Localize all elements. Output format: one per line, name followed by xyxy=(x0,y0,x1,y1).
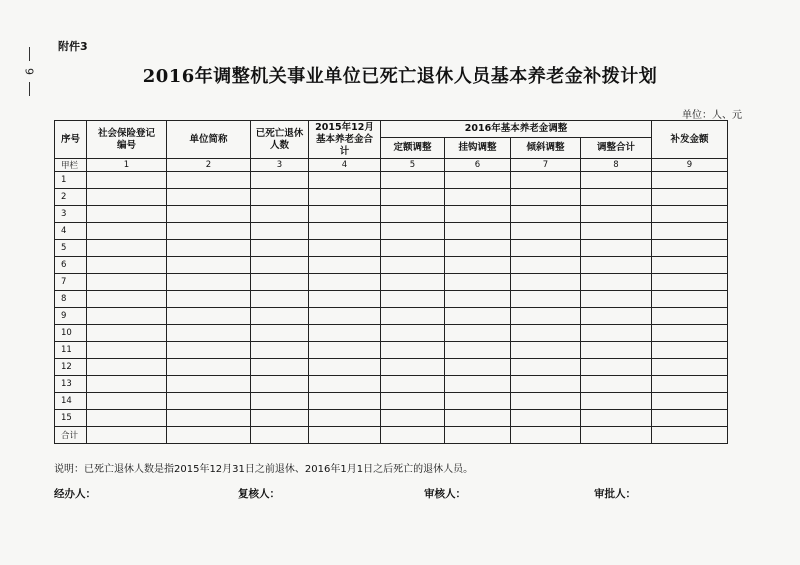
table-cell xyxy=(309,308,381,325)
header-seq: 序号 xyxy=(55,121,87,159)
table-cell xyxy=(381,291,445,308)
row-label: 7 xyxy=(55,274,87,291)
table-cell xyxy=(445,393,511,410)
table-cell xyxy=(581,223,652,240)
table-cell xyxy=(652,308,728,325)
row-label: 合计 xyxy=(55,427,87,444)
table-cell xyxy=(581,393,652,410)
unit-label: 单位：人、元 xyxy=(682,110,742,121)
table-row xyxy=(55,189,728,206)
table-cell xyxy=(309,410,381,427)
index-col: 5 xyxy=(381,159,445,172)
page-number: 9 xyxy=(22,68,36,75)
table-cell xyxy=(167,376,251,393)
table-cell xyxy=(445,376,511,393)
table-cell xyxy=(445,274,511,291)
table-cell xyxy=(87,359,167,376)
table-row xyxy=(55,172,728,189)
table-cell xyxy=(87,342,167,359)
table-cell xyxy=(445,359,511,376)
table-cell xyxy=(167,308,251,325)
row-label: 13 xyxy=(55,376,87,393)
pension-table xyxy=(54,120,728,444)
table-body xyxy=(55,172,728,444)
table-cell xyxy=(167,427,251,444)
table-cell xyxy=(87,376,167,393)
table-cell xyxy=(251,376,309,393)
table-cell xyxy=(511,223,581,240)
header-adj-total: 调整合计 xyxy=(581,138,652,159)
table-cell xyxy=(251,206,309,223)
table-row xyxy=(55,274,728,291)
table-cell xyxy=(251,189,309,206)
table-cell xyxy=(381,393,445,410)
table-cell xyxy=(87,240,167,257)
table-cell xyxy=(87,291,167,308)
table-cell xyxy=(511,274,581,291)
table-cell xyxy=(309,325,381,342)
table-cell xyxy=(381,427,445,444)
table-row xyxy=(55,223,728,240)
table-cell xyxy=(652,206,728,223)
table-cell xyxy=(87,172,167,189)
table-cell xyxy=(381,257,445,274)
index-row-label: 甲栏 xyxy=(55,159,87,172)
table-cell xyxy=(511,359,581,376)
row-label: 1 xyxy=(55,172,87,189)
table-cell xyxy=(581,427,652,444)
table-cell xyxy=(581,172,652,189)
table-cell xyxy=(445,342,511,359)
table-cell xyxy=(381,189,445,206)
table-cell xyxy=(652,291,728,308)
table-cell xyxy=(167,291,251,308)
table-row xyxy=(55,240,728,257)
table-cell xyxy=(381,325,445,342)
table-cell xyxy=(309,189,381,206)
table-cell xyxy=(251,223,309,240)
table-row xyxy=(55,257,728,274)
row-label: 4 xyxy=(55,223,87,240)
index-col: 2 xyxy=(167,159,251,172)
page-number-rule-top xyxy=(29,47,30,61)
table-cell xyxy=(251,274,309,291)
table-cell xyxy=(251,393,309,410)
table-cell xyxy=(381,342,445,359)
header-supplement: 补发金额 xyxy=(652,121,728,159)
table-cell xyxy=(309,257,381,274)
table-cell xyxy=(581,308,652,325)
table-cell xyxy=(511,257,581,274)
table-cell xyxy=(309,427,381,444)
table-cell xyxy=(309,172,381,189)
table-cell xyxy=(445,291,511,308)
table-row xyxy=(55,376,728,393)
table-cell xyxy=(87,257,167,274)
row-label: 3 xyxy=(55,206,87,223)
table-cell xyxy=(652,274,728,291)
table-cell xyxy=(167,410,251,427)
table-cell xyxy=(511,393,581,410)
table-row xyxy=(55,410,728,427)
table-cell xyxy=(652,393,728,410)
table-cell xyxy=(581,359,652,376)
index-col: 6 xyxy=(445,159,511,172)
table-cell xyxy=(511,342,581,359)
table-cell xyxy=(652,342,728,359)
table-row xyxy=(55,393,728,410)
table-cell xyxy=(652,376,728,393)
row-label: 2 xyxy=(55,189,87,206)
row-label: 12 xyxy=(55,359,87,376)
table-cell xyxy=(445,410,511,427)
explanation-note: 说明：已死亡退休人数是指2015年12月31日之前退休、2016年1月1日之后死亡的退休人员。 xyxy=(54,464,474,475)
table-cell xyxy=(87,223,167,240)
table-cell xyxy=(251,172,309,189)
table-cell xyxy=(87,427,167,444)
header-linked-adj: 挂钩调整 xyxy=(445,138,511,159)
table-cell xyxy=(87,189,167,206)
table-cell xyxy=(581,376,652,393)
table-cell xyxy=(652,359,728,376)
table-cell xyxy=(511,410,581,427)
table-cell xyxy=(309,359,381,376)
attachment-label: 附件3 xyxy=(58,40,88,53)
header-insurance-no: 社会保险登记编号 xyxy=(87,121,167,159)
table-cell xyxy=(511,308,581,325)
table-cell xyxy=(167,172,251,189)
row-label: 15 xyxy=(55,410,87,427)
table-cell xyxy=(381,410,445,427)
table-cell xyxy=(652,427,728,444)
row-label: 14 xyxy=(55,393,87,410)
table-cell xyxy=(581,274,652,291)
table-cell xyxy=(251,325,309,342)
index-col: 1 xyxy=(87,159,167,172)
row-label: 10 xyxy=(55,325,87,342)
table-cell xyxy=(167,274,251,291)
table-cell xyxy=(581,189,652,206)
header-deceased-count: 已死亡退休人数 xyxy=(251,121,309,159)
table-cell xyxy=(381,274,445,291)
table-cell xyxy=(167,223,251,240)
row-label: 5 xyxy=(55,240,87,257)
row-label: 6 xyxy=(55,257,87,274)
table-row xyxy=(55,308,728,325)
table-cell xyxy=(511,291,581,308)
table-cell xyxy=(445,325,511,342)
table-cell xyxy=(652,325,728,342)
table-cell xyxy=(87,206,167,223)
header-adjustment-group: 2016年基本养老金调整 xyxy=(381,121,652,138)
index-col: 7 xyxy=(511,159,581,172)
table-cell xyxy=(381,240,445,257)
table-cell xyxy=(581,257,652,274)
table-cell xyxy=(309,291,381,308)
table-cell xyxy=(167,393,251,410)
row-label: 8 xyxy=(55,291,87,308)
table-cell xyxy=(511,427,581,444)
row-label: 11 xyxy=(55,342,87,359)
table-row xyxy=(55,325,728,342)
table-row xyxy=(55,342,728,359)
table-cell xyxy=(251,359,309,376)
table-cell xyxy=(309,206,381,223)
table-cell xyxy=(445,427,511,444)
table-cell xyxy=(167,189,251,206)
table-cell xyxy=(309,240,381,257)
table-cell xyxy=(167,240,251,257)
header-fixed-adj: 定额调整 xyxy=(381,138,445,159)
table-cell xyxy=(445,308,511,325)
index-row xyxy=(55,159,728,172)
table-cell xyxy=(251,427,309,444)
table-cell xyxy=(381,223,445,240)
table-cell xyxy=(309,342,381,359)
table-cell xyxy=(381,308,445,325)
table-cell xyxy=(511,325,581,342)
table-cell xyxy=(309,393,381,410)
table-cell xyxy=(87,325,167,342)
handler-label: 经办人： xyxy=(54,488,96,500)
table-cell xyxy=(581,410,652,427)
table-cell xyxy=(251,410,309,427)
table-cell xyxy=(445,172,511,189)
table-cell xyxy=(652,223,728,240)
header-unit-name: 单位简称 xyxy=(167,121,251,159)
table-cell xyxy=(167,257,251,274)
document-title: 2016年调整机关事业单位已死亡退休人员基本养老金补拨计划 xyxy=(142,66,658,87)
table-cell xyxy=(167,325,251,342)
table-cell xyxy=(381,172,445,189)
table-cell xyxy=(381,376,445,393)
table-row xyxy=(55,206,728,223)
table-cell xyxy=(445,206,511,223)
table-cell xyxy=(511,189,581,206)
table-cell xyxy=(581,325,652,342)
table-cell xyxy=(581,342,652,359)
table-cell xyxy=(309,223,381,240)
table-cell xyxy=(581,206,652,223)
table-cell xyxy=(251,308,309,325)
table-cell xyxy=(251,240,309,257)
table-cell xyxy=(581,291,652,308)
table-cell xyxy=(652,172,728,189)
table-cell xyxy=(87,393,167,410)
table-cell xyxy=(251,291,309,308)
table-cell xyxy=(511,172,581,189)
table-cell xyxy=(511,240,581,257)
table-cell xyxy=(445,257,511,274)
table-cell xyxy=(167,342,251,359)
index-col: 3 xyxy=(251,159,309,172)
table-cell xyxy=(381,359,445,376)
table-cell xyxy=(511,376,581,393)
table-cell xyxy=(445,223,511,240)
table-cell xyxy=(652,240,728,257)
table-row xyxy=(55,291,728,308)
approver-label: 审批人： xyxy=(594,488,636,500)
table-cell xyxy=(652,189,728,206)
table-cell xyxy=(511,206,581,223)
table-cell xyxy=(381,206,445,223)
header-tilt-adj: 倾斜调整 xyxy=(511,138,581,159)
index-col: 4 xyxy=(309,159,381,172)
row-label: 9 xyxy=(55,308,87,325)
index-col: 9 xyxy=(652,159,728,172)
header-row-1 xyxy=(55,121,728,138)
table-cell xyxy=(87,410,167,427)
table-cell xyxy=(652,257,728,274)
table-cell xyxy=(87,274,167,291)
table-cell xyxy=(309,376,381,393)
reviewer-label: 复核人： xyxy=(238,488,280,500)
table-cell xyxy=(251,342,309,359)
table-cell xyxy=(445,240,511,257)
auditor-label: 审核人： xyxy=(424,488,466,500)
index-col: 8 xyxy=(581,159,652,172)
header-base-pension: 2015年12月基本养老金合计 xyxy=(309,121,381,159)
table-cell xyxy=(581,240,652,257)
table-cell xyxy=(445,189,511,206)
table-cell xyxy=(251,257,309,274)
table-row xyxy=(55,359,728,376)
table-cell xyxy=(87,308,167,325)
table-row xyxy=(55,427,728,444)
table-cell xyxy=(167,206,251,223)
table-cell xyxy=(167,359,251,376)
table-cell xyxy=(309,274,381,291)
table-cell xyxy=(652,410,728,427)
